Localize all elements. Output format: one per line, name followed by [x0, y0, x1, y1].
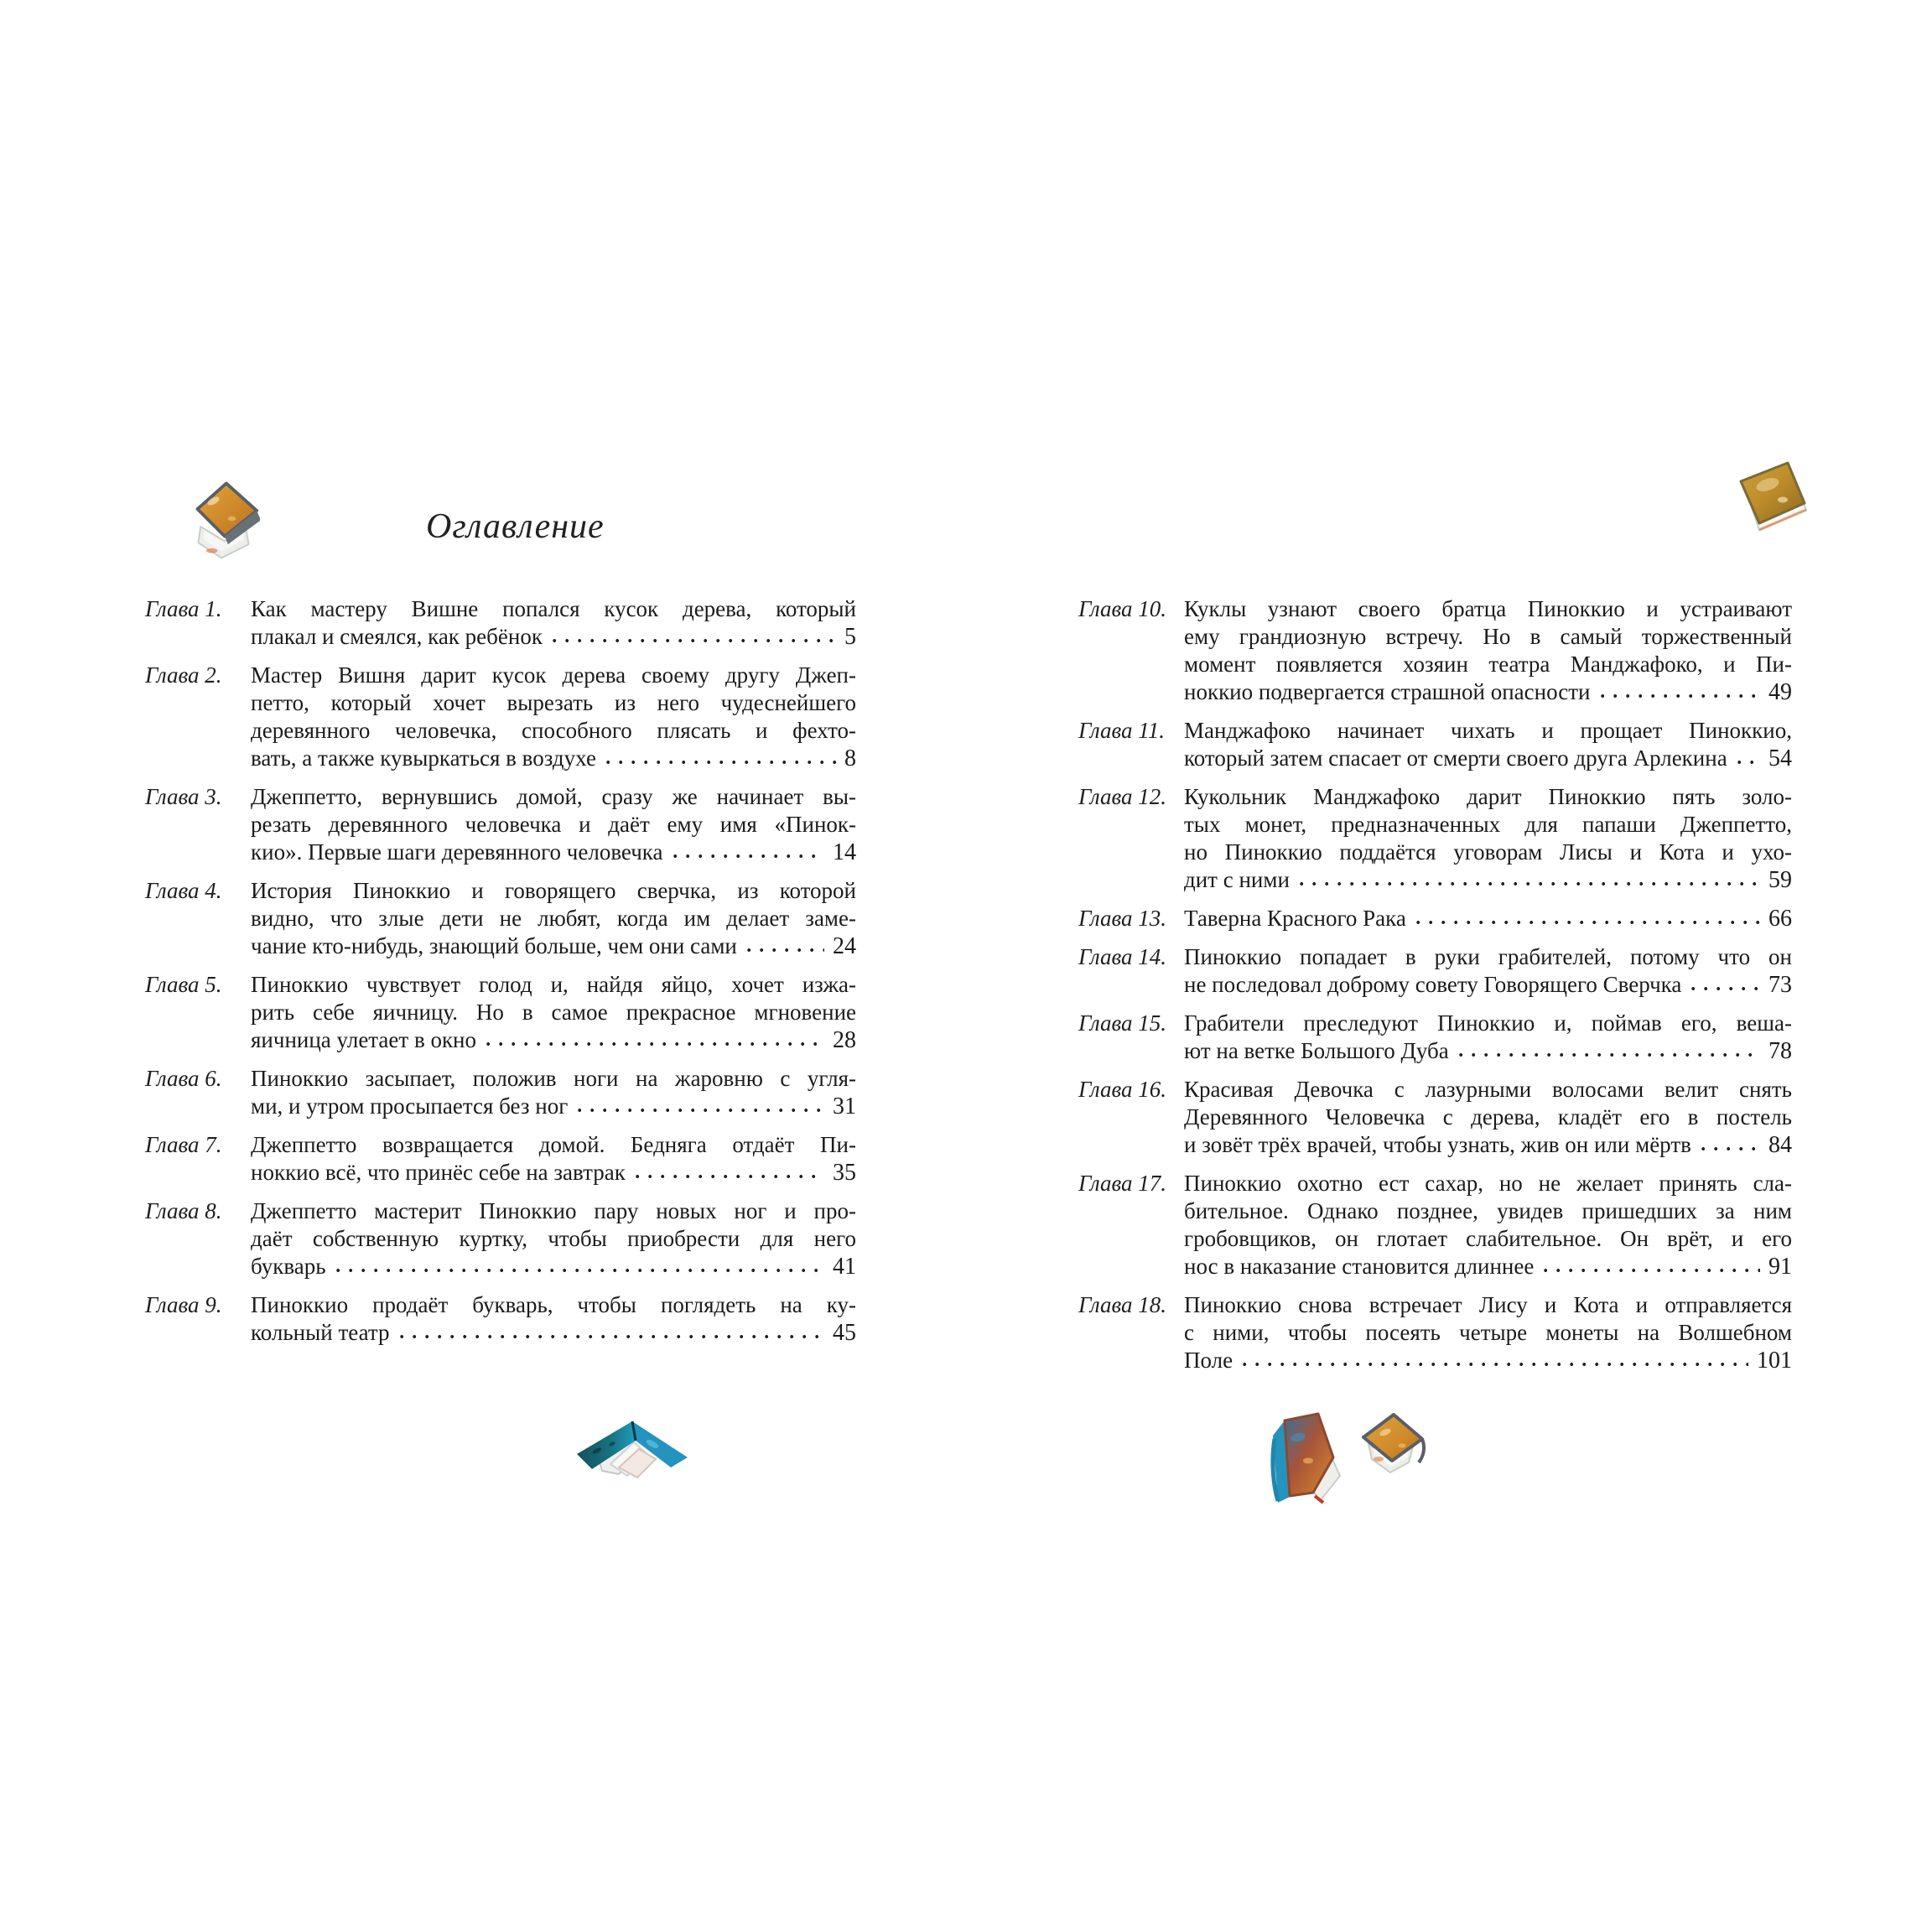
toc-line: Манджафоко начинает чихать и прощает Пиноккио, — [1184, 718, 1792, 743]
page-number: 73 — [1768, 972, 1792, 998]
toc-line: момент появляется хозяин театра Манджафоко, и Пи- — [1184, 652, 1792, 677]
toc-line: дит с ними — [1184, 867, 1290, 892]
toc-line: нос в наказание становится длиннее — [1184, 1254, 1535, 1279]
chapter-description — [1184, 905, 1792, 932]
dot-leader — [486, 1040, 824, 1048]
toc-column-right — [1078, 595, 1792, 1385]
toc-line: рить себе яичницу. Но в самое прекрасное мгновение — [251, 1000, 856, 1025]
chapter-label: Глава 8. — [145, 1198, 222, 1223]
chapter-description — [1184, 943, 1792, 999]
dot-leader — [1300, 880, 1760, 888]
toc-last-line — [251, 745, 856, 772]
chapter-description — [251, 1291, 856, 1347]
page-number: 28 — [833, 1027, 856, 1053]
toc-line: с ними, чтобы посеять четыре монеты на Волшебном — [1184, 1320, 1792, 1345]
page-number: 78 — [1768, 1038, 1792, 1064]
page-number: 41 — [833, 1254, 856, 1280]
toc-line: Мастер Вишня дарит кусок дерева своему другу Джеп- — [251, 662, 856, 688]
toc-entry — [145, 1197, 856, 1280]
toc-line: ми, и утром просыпается без ног — [251, 1093, 569, 1119]
toc-last-line — [1184, 1253, 1792, 1280]
toc-line: Джеппетто, вернувшись домой, сразу же начинает вы- — [251, 784, 856, 809]
dot-leader — [606, 758, 836, 766]
chapter-label: Глава 17. — [1078, 1171, 1167, 1196]
chapter-label: Глава 13. — [1078, 906, 1167, 931]
toc-entry — [145, 662, 856, 772]
toc-last-line — [1184, 866, 1792, 894]
chapter-description — [251, 877, 856, 960]
page-number: 8 — [844, 745, 856, 771]
chapter-description — [1184, 1076, 1792, 1159]
toc-last-line — [1184, 745, 1792, 772]
toc-last-line — [1184, 1347, 1792, 1374]
toc-last-line — [1184, 1037, 1792, 1065]
toc-entry — [145, 877, 856, 960]
toc-entry — [1078, 783, 1792, 894]
book-closed-icon — [1734, 456, 1811, 542]
toc-last-line — [1184, 905, 1792, 932]
dot-leader — [1459, 1051, 1760, 1059]
toc-line: не последовал доброму совету Говорящего Сверчка — [1184, 972, 1682, 997]
page-number: 5 — [844, 624, 856, 650]
toc-line: букварь — [251, 1254, 326, 1279]
toc-line: и зовёт трёх врачей, чтобы узнать, жив он или мёртв — [1184, 1132, 1691, 1157]
chapter-description — [251, 1197, 856, 1280]
book-standing-red-blue-icon — [1265, 1409, 1343, 1506]
chapter-description — [251, 783, 856, 866]
chapter-description — [1184, 1010, 1792, 1065]
toc-entry — [1078, 1170, 1792, 1280]
toc-last-line — [1184, 678, 1792, 706]
book-tent-orange-icon — [1357, 1410, 1427, 1474]
toc-line: История Пиноккио и говорящего сверчка, из которой — [251, 878, 856, 903]
dot-leader — [1701, 1145, 1760, 1153]
page-number: 14 — [833, 839, 856, 865]
toc-line: резать деревянного человечка и даёт ему имя «Пинок- — [251, 812, 856, 837]
dot-leader — [1416, 918, 1760, 927]
toc-line: Кукольник Манджафоко дарит Пиноккио пять золо- — [1184, 784, 1792, 809]
toc-entry — [1078, 943, 1792, 999]
chapter-description — [1184, 1170, 1792, 1280]
chapter-label: Глава 9. — [145, 1292, 222, 1317]
chapter-label: Глава 10. — [1078, 596, 1167, 621]
page-number: 35 — [833, 1160, 856, 1186]
toc-line: кио». Первые шаги деревянного человечка — [251, 839, 663, 865]
dot-leader — [1544, 1266, 1760, 1275]
toc-line: Пиноккио засыпает, положив ноги на жаровню с угля- — [251, 1066, 856, 1091]
dot-leader — [553, 636, 836, 645]
toc-line: ноккио подвергается страшной опасности — [1184, 679, 1591, 704]
toc-entry — [1078, 717, 1792, 772]
page-title: Оглавление — [426, 507, 605, 546]
toc-last-line — [251, 1159, 856, 1187]
toc-last-line — [251, 932, 856, 960]
chapter-description — [251, 595, 856, 651]
toc-entry — [1078, 595, 1792, 706]
chapter-label: Глава 2. — [145, 662, 222, 688]
toc-line: Как мастеру Вишне попался кусок дерева, который — [251, 596, 856, 621]
dot-leader — [578, 1106, 824, 1114]
toc-entry — [145, 595, 856, 651]
toc-last-line — [1184, 1131, 1792, 1159]
toc-line: Пиноккио снова встречает Лису и Кота и отправляется — [1184, 1292, 1792, 1317]
toc-line: кольный театр — [251, 1320, 390, 1345]
toc-line: Джеппетто возвращается домой. Бедняга отдаёт Пи- — [251, 1132, 856, 1157]
toc-line: ют на ветке Большого Дуба — [1184, 1038, 1449, 1063]
toc-entry — [145, 1065, 856, 1120]
toc-line: вать, а также кувыркаться в воздухе — [251, 745, 596, 771]
toc-line: Деревянного Человечка с дерева, кладёт его в постель — [1184, 1104, 1792, 1130]
toc-line: плакал и смеялся, как ребёнок — [251, 624, 543, 649]
toc-last-line — [251, 623, 856, 651]
chapter-label: Глава 4. — [145, 878, 222, 903]
chapter-label: Глава 1. — [145, 596, 222, 621]
dot-leader — [747, 946, 824, 954]
page-number: 49 — [1768, 679, 1792, 705]
chapter-label: Глава 7. — [145, 1132, 222, 1157]
dot-leader — [1243, 1360, 1748, 1368]
chapter-label: Глава 18. — [1078, 1292, 1167, 1317]
book-standing-on-pages-icon — [188, 476, 260, 562]
toc-line: даёт собственную куртку, чтобы приобрести для него — [251, 1226, 856, 1251]
page-number: 91 — [1768, 1254, 1792, 1280]
chapter-label: Глава 15. — [1078, 1010, 1167, 1036]
chapter-label: Глава 16. — [1078, 1077, 1167, 1102]
toc-line: тых монет, предназначенных для папаши Джеппетто, — [1184, 812, 1792, 837]
dot-leader — [1691, 984, 1760, 993]
toc-line: Пиноккио чувствует голод и, найдя яйцо, хочет изжа- — [251, 972, 856, 997]
toc-entry — [145, 1131, 856, 1187]
page-number: 45 — [833, 1320, 856, 1346]
chapter-description — [251, 1131, 856, 1187]
toc-entry — [145, 1291, 856, 1347]
toc-line: Таверна Красного Рака — [1184, 906, 1406, 931]
toc-column-left — [145, 595, 856, 1358]
toc-last-line — [251, 1026, 856, 1054]
page-number: 84 — [1768, 1132, 1792, 1158]
toc-line: Куклы узнают своего братца Пиноккио и устраивают — [1184, 596, 1792, 621]
toc-line: деревянного человечка, способного плясать и фехто- — [251, 718, 856, 743]
toc-last-line — [251, 1253, 856, 1280]
dot-leader — [336, 1266, 824, 1275]
toc-entry — [1078, 1076, 1792, 1159]
chapter-description — [1184, 783, 1792, 894]
chapter-description — [251, 662, 856, 772]
toc-line: чание кто-нибудь, знающий больше, чем они сами — [251, 933, 737, 958]
chapter-label: Глава 3. — [145, 784, 222, 809]
toc-entry — [1078, 905, 1792, 932]
chapter-description — [1184, 595, 1792, 706]
chapter-label: Глава 11. — [1078, 718, 1166, 743]
toc-line: но Пиноккио поддаётся уговорам Лисы и Кота и ухо- — [1184, 839, 1792, 865]
chapter-label: Глава 12. — [1078, 784, 1167, 809]
toc-line: петто, который хочет вырезать из него чудеснейшего — [251, 690, 856, 715]
page-number: 101 — [1757, 1348, 1792, 1374]
page-number: 24 — [833, 933, 856, 959]
toc-line: Красивая Девочка с лазурными волосами велит снять — [1184, 1077, 1792, 1102]
page-number: 66 — [1768, 906, 1792, 932]
toc-line: гробовщиков, он глотает слабительное. Он врёт, и его — [1184, 1226, 1792, 1251]
toc-line: бительное. Однако позднее, увидев пришедших за ним — [1184, 1198, 1792, 1223]
dot-leader — [636, 1172, 824, 1181]
toc-last-line — [251, 839, 856, 866]
toc-line: Пиноккио охотно ест сахар, но не желает принять сла- — [1184, 1171, 1792, 1196]
page-number: 54 — [1768, 745, 1792, 771]
toc-line: Грабители преследуют Пиноккио и, поймав его, веша- — [1184, 1010, 1792, 1036]
dot-leader — [1601, 692, 1761, 700]
chapter-description — [1184, 717, 1792, 772]
toc-line: Пиноккио продаёт букварь, чтобы поглядеть на ку- — [251, 1292, 856, 1317]
toc-line: Пиноккио попадает в руки грабителей, потому что он — [1184, 944, 1792, 969]
page-number: 59 — [1768, 867, 1792, 893]
toc-line: который затем спасает от смерти своего друга Арлекина — [1184, 745, 1727, 771]
book-tent-blue-icon — [569, 1415, 696, 1488]
dot-leader — [400, 1332, 825, 1341]
toc-last-line — [1184, 971, 1792, 999]
chapter-label: Глава 6. — [145, 1066, 222, 1091]
toc-entry — [1078, 1291, 1792, 1374]
toc-entry — [145, 971, 856, 1054]
page-number: 31 — [833, 1093, 856, 1119]
toc-last-line — [251, 1319, 856, 1347]
toc-line: ему грандиозную встречу. Но в самый торжественный — [1184, 624, 1792, 649]
toc-line: видно, что злые дети не любят, когда им делает заме- — [251, 906, 856, 931]
toc-line: ноккио всё, что принёс себе на завтрак — [251, 1160, 626, 1185]
chapter-description — [251, 1065, 856, 1120]
chapter-label: Глава 5. — [145, 972, 222, 997]
chapter-label: Глава 14. — [1078, 944, 1167, 969]
toc-entry — [1078, 1010, 1792, 1065]
dot-leader — [1737, 758, 1760, 766]
chapter-description — [251, 971, 856, 1054]
toc-line: яичница улетает в окно — [251, 1027, 477, 1052]
toc-last-line — [251, 1093, 856, 1120]
toc-entry — [145, 783, 856, 866]
chapter-description — [1184, 1291, 1792, 1374]
toc-line: Поле — [1184, 1348, 1233, 1373]
toc-line: Джеппетто мастерит Пиноккио пару новых ног и про- — [251, 1198, 856, 1223]
dot-leader — [673, 852, 825, 860]
